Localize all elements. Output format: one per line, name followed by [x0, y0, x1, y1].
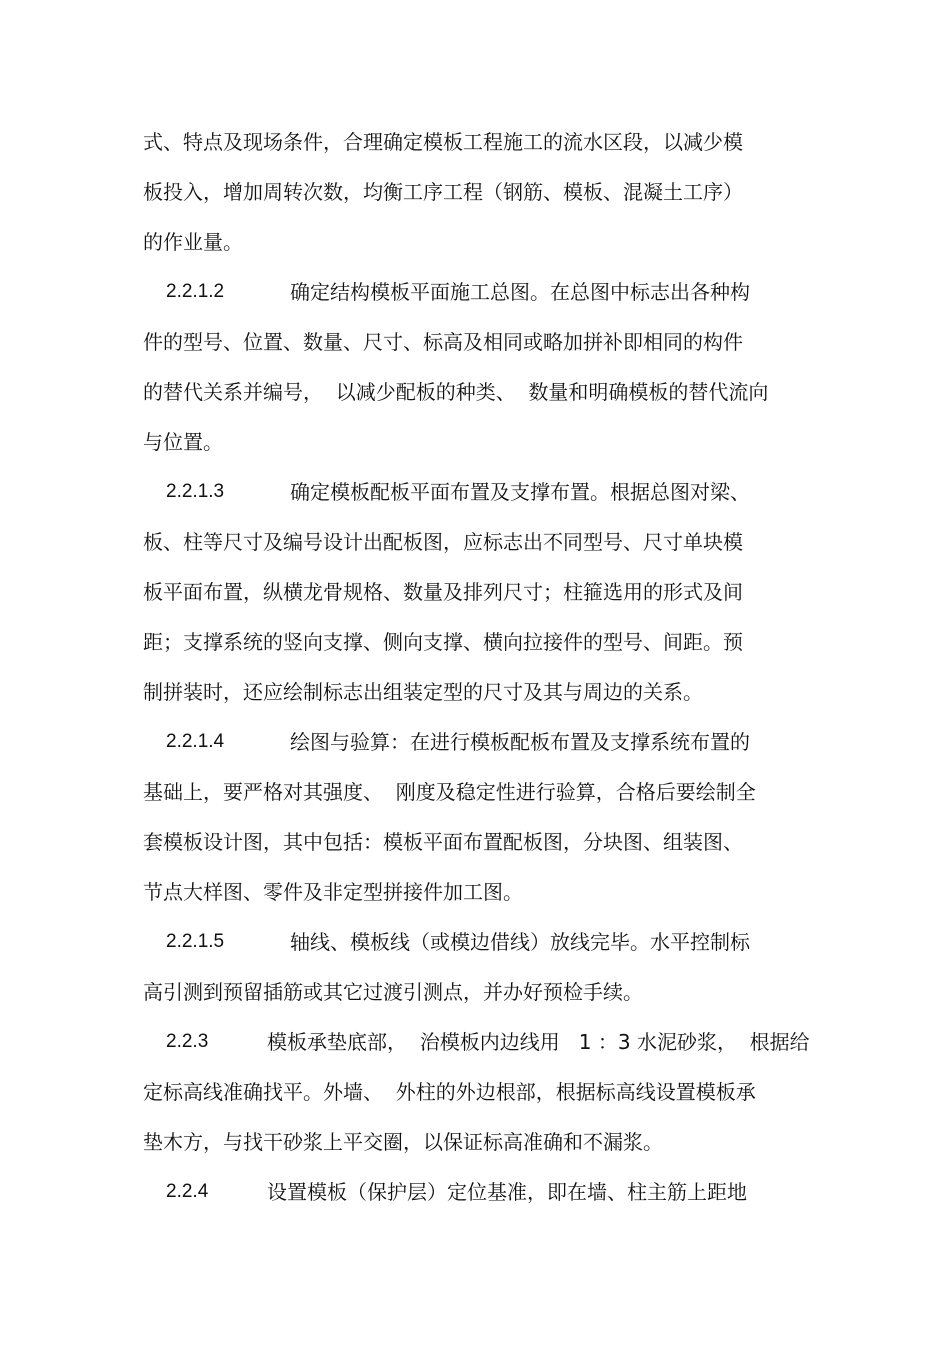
body-text-line: 的替代关系并编号， 以减少配板的种类、 数量和明确模板的替代流向	[143, 380, 769, 404]
body-text-line: 件的型号、位置、数量、尺寸、标高及相同或略加拼补即相同的构件	[143, 330, 743, 354]
body-text-line: 与位置。	[143, 430, 223, 454]
body-text-line: 基础上，要严格对其强度、 刚度及稳定性进行验算，合格后要绘制全	[143, 780, 756, 804]
body-text-line: 的作业量。	[143, 230, 243, 254]
section-heading-text: 绘图与验算：在进行模板配板布置及支撑系统布置的	[290, 730, 750, 754]
section-heading-text: 确定模板配板平面布置及支撑布置。根据总图对梁、	[290, 480, 750, 504]
body-text-line: 垫木方，与找干砂浆上平交圈，以保证标高准确和不漏浆。	[143, 1130, 663, 1154]
body-text-line: 定标高线准确找平。外墙、 外柱的外边根部，根据标高线设置模板承	[143, 1080, 756, 1104]
section-number: 2.2.3	[166, 1031, 209, 1052]
body-text-line: 板投入，增加周转次数，均衡工序工程（钢筋、模板、混凝土工序）	[143, 180, 743, 204]
body-text-line: 距；支撑系统的竖向支撑、侧向支撑、横向拉接件的型号、间距。预	[143, 630, 743, 654]
body-text-line: 高引测到预留插筋或其它过渡引测点，并办好预检手续。	[143, 980, 643, 1004]
section-number: 2.2.1.2	[166, 281, 225, 302]
section-heading-text: 模板承垫底部， 治模板内边线用 1 ：3 水泥砂浆， 根据给	[267, 1030, 810, 1054]
body-text-line: 板、柱等尺寸及编号设计出配板图，应标志出不同型号、尺寸单块模	[143, 530, 743, 554]
body-text-line: 制拼装时，还应绘制标志出组装定型的尺寸及其与周边的关系。	[143, 680, 703, 704]
section-number: 2.2.4	[166, 1181, 209, 1202]
body-text-line: 节点大样图、零件及非定型拼接件加工图。	[143, 880, 523, 904]
body-text-line: 式、特点及现场条件，合理确定模板工程施工的流水区段，以减少模	[143, 130, 743, 154]
section-number: 2.2.1.4	[166, 731, 225, 752]
section-number: 2.2.1.5	[166, 931, 225, 952]
body-text-line: 板平面布置，纵横龙骨规格、数量及排列尺寸；柱箍选用的形式及间	[143, 580, 743, 604]
section-heading-text: 设置模板（保护层）定位基准，即在墙、柱主筋上距地	[267, 1180, 747, 1204]
section-number: 2.2.1.3	[166, 481, 225, 502]
section-heading-text: 轴线、模板线（或模边借线）放线完毕。水平控制标	[290, 930, 750, 954]
body-text-line: 套模板设计图，其中包括：模板平面布置配板图，分块图、组装图、	[143, 830, 743, 854]
section-heading-text: 确定结构模板平面施工总图。在总图中标志出各种构	[290, 280, 750, 304]
